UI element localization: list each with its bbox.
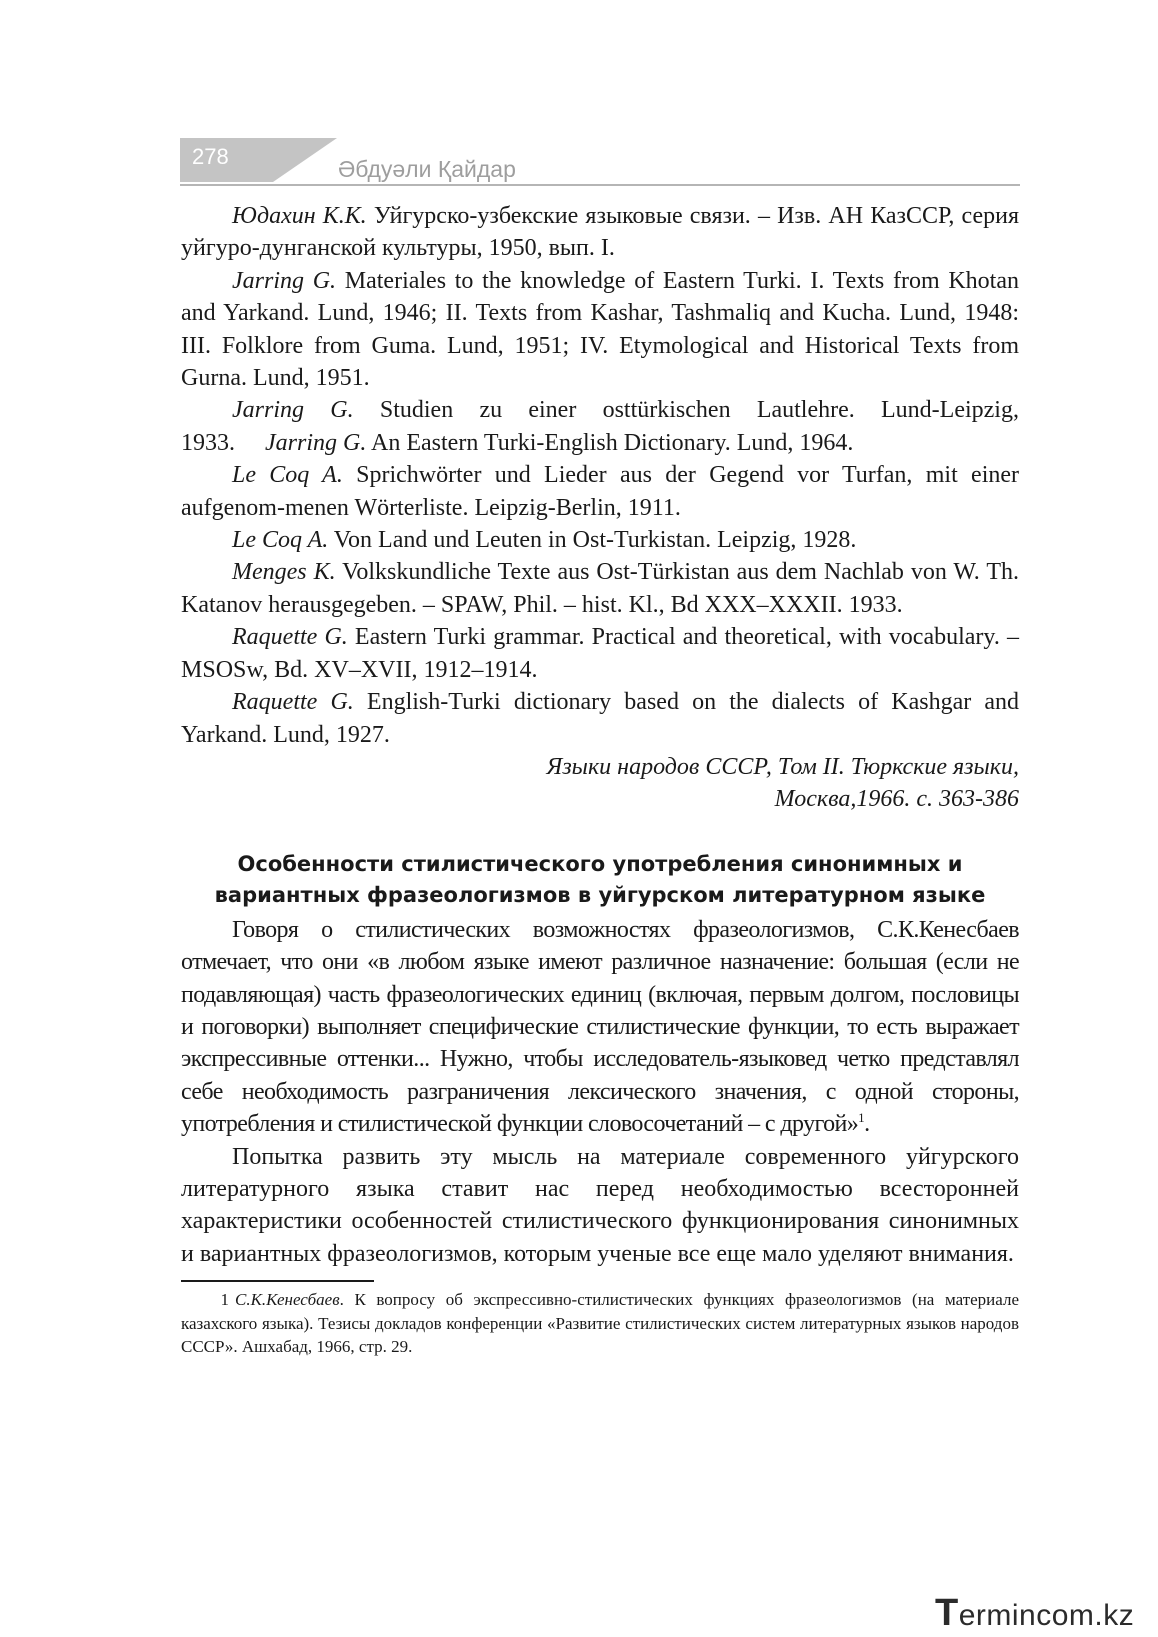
reference-text: Von Land und Leuten in Ost-Turkistan. Leipzig, 1928. bbox=[328, 527, 857, 554]
watermark-text: ermincom.kz bbox=[958, 1599, 1135, 1632]
reference-author: Le Coq A. bbox=[232, 462, 343, 489]
section-paragraph-2: Попытка развить эту мысль на материале современного уйгурского литературного языка ставит нас перед необходимостью всесторонней характеристики особенностей стилистического функционирования синонимных и вариантных фразеологизмов, которым ученые все еще мало уделяют внимания. bbox=[181, 1143, 1019, 1267]
reference-item bbox=[181, 556, 1019, 621]
watermark-logo bbox=[935, 1592, 1134, 1635]
reference-author: Jarring G. bbox=[232, 267, 337, 294]
paragraph-end: . bbox=[864, 1111, 870, 1138]
reference-item bbox=[181, 524, 1019, 556]
page-number: 278 bbox=[192, 144, 229, 169]
source-citation-line1: Языки народов СССР, Том II. Тюркские языки, bbox=[546, 753, 1019, 780]
reference-author: Raquette G. bbox=[232, 689, 354, 716]
reference-text: Materiales to the knowledge of Eastern Turki. I. Texts from Khotan and Yarkand. Lund, 1946; II. Texts from Kashar, Tashmaliq and Kucha. Lund, 1948: III. Folklore from Guma. Lund, 1951; IV. Etymological and Historical Texts from Gurna. Lund, 1951. bbox=[181, 267, 1019, 392]
reference-author: Юдахин К.К. bbox=[232, 203, 367, 229]
reference-text: Уйгурско-узбекские языковые связи. – Изв. АН КазССР, серия уйгуро-дунганской культуры, 1950, вып. I. bbox=[181, 203, 1020, 262]
footnote-text: . К вопросу об экспрессивно-стилистических функциях фразеологизмов (на материале казахского языка). Тезисы докладов конференции «Развитие стилистических систем литературных языков народов СССР». Ашхабад, 1966, стр. 29. bbox=[181, 1290, 1019, 1357]
reference-item bbox=[181, 394, 1019, 459]
section-heading-line2: вариантных фразеологизмов в уйгурском литературном языке bbox=[214, 882, 986, 907]
reference-author: Raquette G. bbox=[232, 624, 348, 651]
reference-author: Jarring G. bbox=[265, 429, 367, 456]
footnote-marker: 1 bbox=[858, 1110, 865, 1126]
section-paragraph-1 bbox=[181, 914, 1019, 1141]
reference-text: English-Turki dictionary based on the dialects of Kashgar and Yarkand. Lund, 1927. bbox=[181, 689, 1020, 748]
section-heading-line1: Особенности стилистического употребления синонимных и bbox=[237, 851, 963, 876]
footnote-number: 1 bbox=[220, 1290, 229, 1310]
running-header-author: Әбдуәли Қайдар bbox=[338, 156, 516, 182]
reference-author: Le Coq A. bbox=[232, 527, 329, 554]
page-body bbox=[181, 200, 1019, 1359]
reference-item bbox=[181, 621, 1019, 686]
reference-text: Volkskundliche Texte aus Ost-Türkistan aus dem Nachlab von W. Th. Katanov herausgegeben. – SPAW, Phil. – hist. Kl., Bd XXX–XXXII. 1933. bbox=[181, 559, 1019, 618]
footnote-rule bbox=[181, 1280, 374, 1282]
reference-list bbox=[181, 200, 1019, 751]
section-heading bbox=[181, 849, 1019, 911]
reference-item bbox=[181, 200, 1019, 265]
reference-text: Studien zu einer osttürkischen Lautlehre. Lund-Leipzig, 1933. bbox=[181, 397, 1019, 456]
page-header bbox=[180, 136, 1020, 188]
page-number-tab-wedge bbox=[273, 138, 337, 182]
source-citation-line2: Москва,1966. с. 363-386 bbox=[774, 786, 1019, 813]
footnote bbox=[181, 1288, 1019, 1359]
reference-author: Menges K. bbox=[232, 559, 336, 586]
reference-item bbox=[181, 686, 1019, 751]
reference-text: An Eastern Turki-English Dictionary. Lund, 1964. bbox=[366, 429, 854, 456]
footnote-author: С.К.Кенесбаев bbox=[235, 1290, 340, 1310]
reference-author: Jarring G. bbox=[232, 397, 354, 424]
reference-item bbox=[181, 265, 1019, 395]
reference-text: Sprichwörter und Lieder aus der Gegend vor Turfan, mit einer aufgenom-menen Wörterliste. Leipzig-Berlin, 1911. bbox=[181, 462, 1020, 521]
watermark-initial: T bbox=[935, 1592, 959, 1634]
reference-item bbox=[181, 459, 1019, 524]
reference-text: Eastern Turki grammar. Practical and theoretical, with vocabulary. – MSOSw, Bd. XV–XVII, 1912–1914. bbox=[181, 624, 1019, 683]
paragraph-text: Говоря о стилистических возможностях фразеологизмов, С.К.Кенесбаев отмечает, что они «в любом языке имеют различное назначение: большая (если не подавляющая) часть фразеологических единиц (включая, первым долгом, пословицы и поговорки) выполняет специфические стилистические функции, то есть выражает экспрессивные оттенки... Нужно, чтобы исследователь-языковед четко представлял себе необходимость разграничения лексического значения, с одной стороны, употребления и стилистической функции словосочетаний – с другой» bbox=[181, 916, 1019, 1138]
header-rule bbox=[180, 184, 1020, 186]
